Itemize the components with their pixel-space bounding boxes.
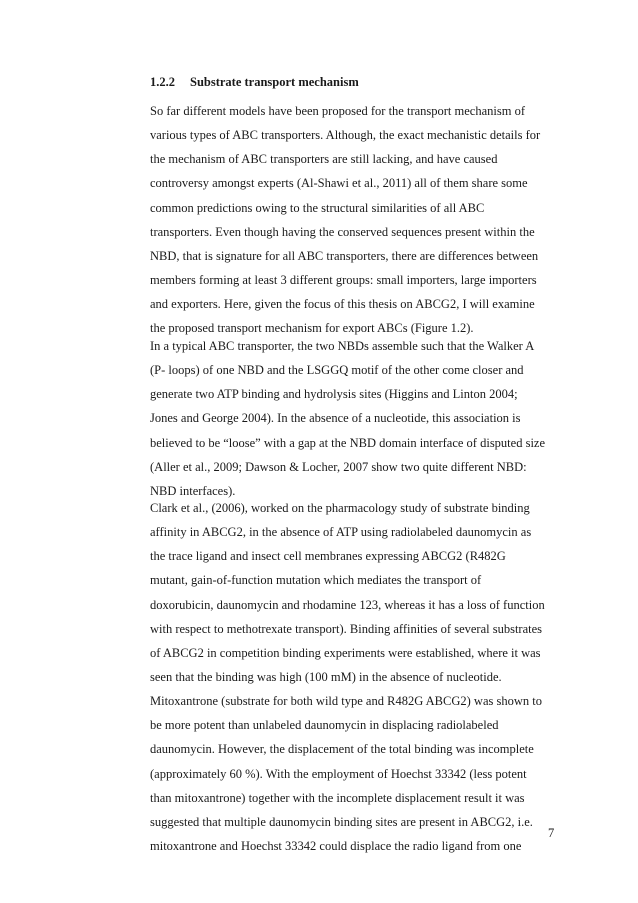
text-line: daunomycin. However, the displacement of the total binding was incomplete bbox=[150, 742, 534, 757]
section-number: 1.2.2 bbox=[150, 75, 175, 89]
paragraph-1 bbox=[150, 99, 562, 340]
text-line: generate two ATP binding and hydrolysis sites (Higgins and Linton 2004; bbox=[150, 387, 518, 402]
text-line: with respect to methotrexate transport). Binding affinities of several substrates bbox=[150, 621, 543, 636]
paragraph-2 bbox=[150, 334, 562, 503]
text-line: believed to be “loose” with a gap at the NBD domain interface of disputed size bbox=[150, 435, 546, 450]
paragraph-3 bbox=[150, 496, 562, 858]
text-line: controversy amongst experts (Al-Shawi et al., 2011) all of them share some bbox=[150, 176, 528, 191]
text-line: the mechanism of ABC transporters are still lacking, and have caused bbox=[150, 152, 498, 167]
text-line: NBD, that is signature for all ABC transporters, there are differences between bbox=[150, 248, 539, 263]
section-heading bbox=[150, 75, 359, 90]
text-line: members forming at least 3 different groups: small importers, large importers bbox=[150, 272, 537, 287]
text-line: NBD interfaces). bbox=[150, 483, 236, 498]
text-line: Mitoxantrone (substrate for both wild type and R482G ABCG2) was shown to bbox=[150, 694, 542, 709]
text-line: the trace ligand and insect cell membranes expressing ABCG2 (R482G bbox=[150, 549, 506, 564]
text-line: (approximately 60 %). With the employment of Hoechst 33342 (less potent bbox=[150, 766, 527, 781]
text-line: mitoxantrone and Hoechst 33342 could displace the radio ligand from one bbox=[150, 838, 522, 853]
text-line: of ABCG2 in competition binding experiments were established, where it was bbox=[150, 645, 541, 660]
page-number: 7 bbox=[548, 826, 555, 840]
text-line: (P- loops) of one NBD and the LSGGQ motif of the other come closer and bbox=[150, 363, 524, 378]
text-line: In a typical ABC transporter, the two NBDs assemble such that the Walker A bbox=[150, 339, 535, 353]
text-line: and exporters. Here, given the focus of this thesis on ABCG2, I will examine bbox=[150, 297, 535, 312]
text-line: So far different models have been proposed for the transport mechanism of bbox=[150, 104, 525, 118]
text-line: doxorubicin, daunomycin and rhodamine 123, whereas it has a loss of function bbox=[150, 597, 545, 612]
text-line: (Aller et al., 2009; Dawson & Locher, 2007 show two quite different NBD: bbox=[150, 459, 527, 474]
text-line: mutant, gain-of-function mutation which mediates the transport of bbox=[150, 573, 482, 588]
text-line: be more potent than unlabeled daunomycin in displacing radiolabeled bbox=[150, 718, 499, 733]
text-line: common predictions owing to the structural similarities of all ABC bbox=[150, 200, 485, 215]
text-line: affinity in ABCG2, in the absence of ATP using radiolabeled daunomycin as bbox=[150, 525, 532, 540]
text-line: Clark et al., (2006), worked on the pharmacology study of substrate binding bbox=[150, 501, 530, 515]
text-line: the proposed transport mechanism for export ABCs (Figure 1.2). bbox=[150, 321, 474, 336]
text-line: than mitoxantrone) together with the incomplete displacement result it was bbox=[150, 790, 525, 805]
text-line: Jones and George 2004). In the absence of a nucleotide, this association is bbox=[150, 411, 521, 426]
section-title: Substrate transport mechanism bbox=[190, 75, 359, 89]
text-line: suggested that multiple daunomycin binding sites are present in ABCG2, i.e. bbox=[150, 814, 533, 829]
text-line: seen that the binding was high (100 mM) in the absence of nucleotide. bbox=[150, 669, 502, 684]
text-line: transporters. Even though having the conserved sequences present within the bbox=[150, 224, 535, 239]
text-line: various types of ABC transporters. Although, the exact mechanistic details for bbox=[150, 128, 541, 143]
